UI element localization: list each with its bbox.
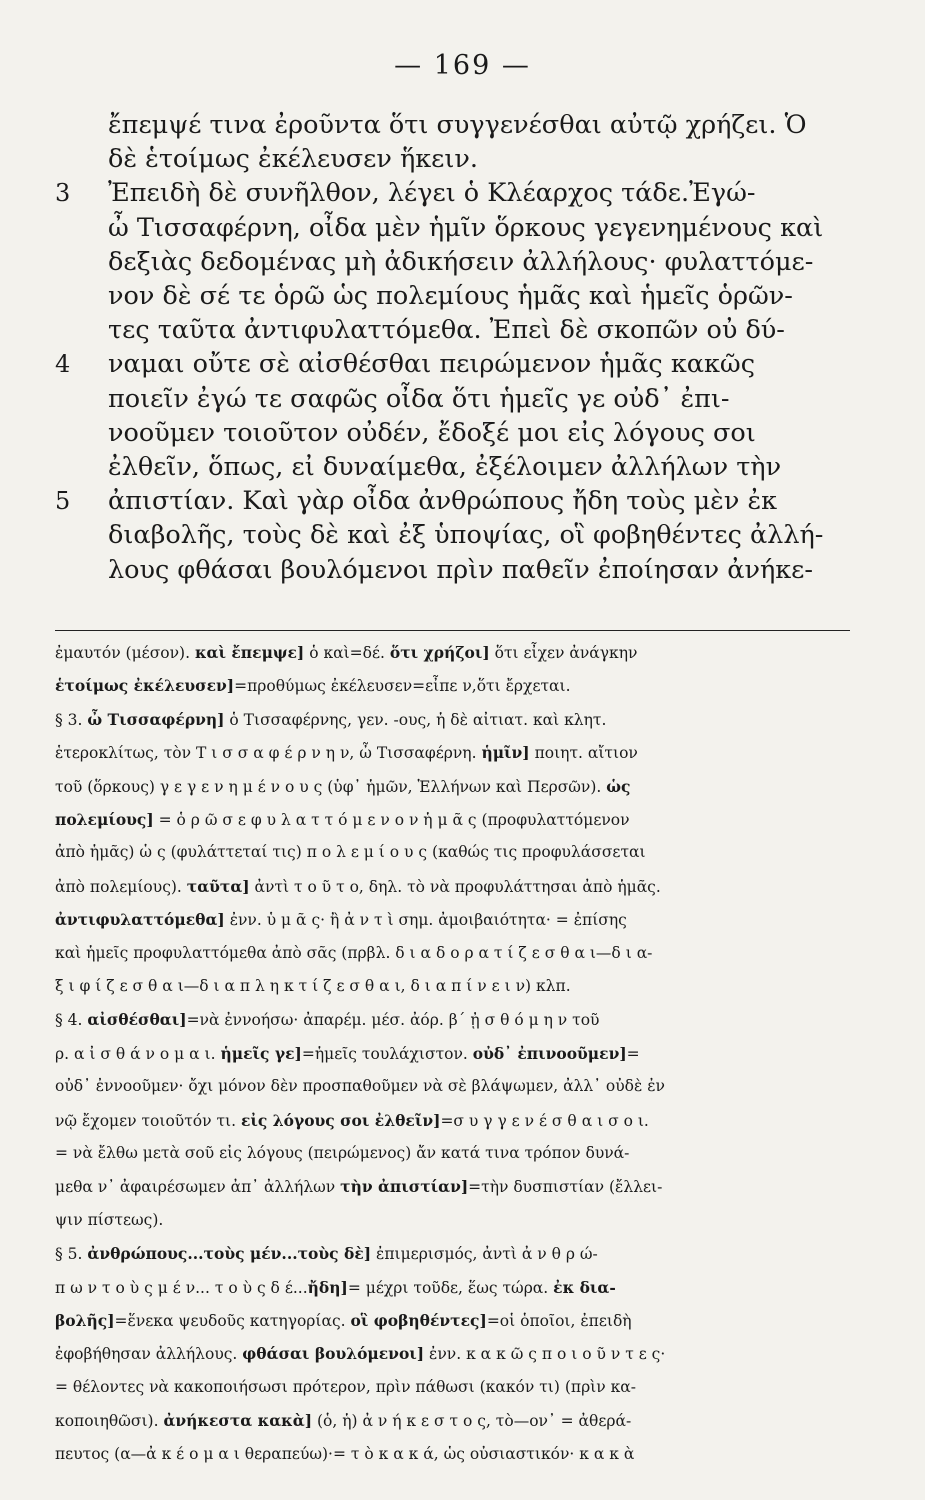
text-line: τες ταῦτα ἀντιφυλαττόμεθα. Ἐπεὶ δὲ σκοπῶν οὐ δύ- bbox=[108, 315, 785, 346]
text-line: λους φθάσαι βουλόμενοι πρὶν παθεῖν ἐποίησαν ἀνήκε- bbox=[108, 554, 813, 585]
note-line: μεθα ν᾽ ἀφαιρέσωμεν ἀπ᾽ ἀλλήλων τὴν ἀπιστίαν]=τὴν δυσπιστίαν (ἔλλει- bbox=[55, 1177, 663, 1197]
note-line: ἑτοίμως ἐκέλευσεν]=προθύμως ἐκέλευσεν=εἶπε ν,ὅτι ἔρχεται. bbox=[55, 676, 571, 696]
page-number: — 169 — bbox=[394, 50, 531, 81]
text-line: ναμαι οὔτε σὲ αἰσθέσθαι πειρώμενον ἡμᾶς κακῶς bbox=[108, 349, 755, 380]
section-number: 5 bbox=[55, 487, 71, 516]
note-line: = θέλοντες νὰ κακοποιήσωσι πρότερον, πρὶν πάθωσι (κακόν τι) (πρὶν κα- bbox=[55, 1377, 637, 1396]
text-line: δὲ ἑτοίμως ἐκέλευσεν ἥκειν. bbox=[108, 144, 478, 175]
note-line: ἀπὸ πολεμίους). ταῦτα] ἀντὶ τ ο ῦ τ ο, δηλ. τὸ νὰ προφυλάττησαι ἀπὸ ἡμᾶς. bbox=[55, 876, 661, 896]
note-line: § 3. ὦ Τισσαφέρνη] ὁ Τισσαφέρνης, γεν. -ους, ἡ δὲ αἰτιατ. καὶ κλητ. bbox=[55, 709, 607, 729]
note-line: πολεμίους] = ὁ ρ ῶ σ ε φ υ λ α τ τ ό μ ε ν ο ν ἡ μ ᾶ ς (προφυλαττόμενον bbox=[55, 810, 630, 829]
text-line: ἐλθεῖν, ὅπως, εἰ δυναίμεθα, ἐξέλοιμεν ἀλλήλων τὴν bbox=[108, 452, 782, 482]
note-line: κοποιηθῶσι). ἀνήκεστα κακὰ] (ὁ, ἡ) ἀ ν ή κ ε σ τ ο ς, τὸ—ον᾽ = ἀθερά- bbox=[55, 1411, 632, 1431]
note-line: βολῆς]=ἕνεκα ψευδοῦς κατηγορίας. οἳ φοβηθέντες]=οἱ ὁποῖοι, ἐπειδὴ bbox=[55, 1311, 632, 1330]
note-line: ἐφοβήθησαν ἀλλήλους. φθάσαι βουλόμενοι] ἐνν. κ α κ ῶ ς π ο ι ο ῦ ν τ ε ς· bbox=[55, 1344, 666, 1364]
note-line: νῷ ἔχομεν τοιοῦτόν τι. εἰς λόγους σοι ἐλθεῖν]=σ υ γ γ ε ν έ σ θ α ι σ ο ι. bbox=[55, 1110, 649, 1130]
section-number: 4 bbox=[55, 350, 71, 379]
text-line: ἀπιστίαν. Καὶ γὰρ οἶδα ἀνθρώπους ἤδη τοὺς μὲν ἐκ bbox=[108, 486, 778, 517]
note-line: ρ. α ἰ σ θ ά ν ο μ α ι. ἡμεῖς γε]=ἡμεῖς τουλάχιστον. οὐδ᾽ ἐπινοοῦμεν]= bbox=[55, 1043, 640, 1063]
note-line: ψιν πίστεως). bbox=[55, 1210, 164, 1229]
note-line: τοῦ (ὅρκους) γ ε γ ε ν η μ έ ν ο υ ς (ὑφ᾽ ἡμῶν, Ἑλλήνων καὶ Περσῶν). ὡς bbox=[55, 776, 631, 796]
note-line: § 5. ἀνθρώπους...τοὺς μέν...τοὺς δὲ] ἐπιμερισμός, ἀντὶ ἀ ν θ ρ ώ- bbox=[55, 1244, 598, 1264]
text-line: διαβολῆς, τοὺς δὲ καὶ ἐξ ὑποψίας, οἳ φοβηθέντες ἀλλή- bbox=[108, 520, 824, 551]
text-line: νοοῦμεν τοιοῦτον οὐδέν, ἔδοξέ μοι εἰς λόγους σοι bbox=[108, 417, 756, 448]
note-line: ἀπὸ ἡμᾶς) ὡ ς (φυλάττεταί τις) π ο λ ε μ ί ο υ ς (καθώς τις προφυλάσσεται bbox=[55, 843, 646, 862]
note-line: ἑτεροκλίτως, τὸν Τ ι σ σ α φ έ ρ ν η ν, ὦ Τισσαφέρνη. ἡμῖν] ποιητ. αἴτιον bbox=[55, 743, 638, 763]
text-line: νον δὲ σέ τε ὁρῶ ὡς πολεμίους ἡμᾶς καὶ ἡμεῖς ὁρῶν- bbox=[108, 281, 793, 311]
text-line: ὦ Τισσαφέρνη, οἶδα μὲν ἡμῖν ὅρκους γεγενημένους καὶ bbox=[108, 212, 824, 243]
note-line: ἐμαυτόν (μέσον). καὶ ἔπεμψε] ὁ καὶ=δέ. ὅτι χρήζοι] ὅτι εἶχεν ἀνάγκην bbox=[55, 643, 638, 662]
section-number: 3 bbox=[55, 179, 71, 208]
note-line: καὶ ἡμεῖς προφυλαττόμεθα ἀπὸ σᾶς (πρβλ. δ ι α δ ο ρ α τ ί ζ ε σ θ α ι—δ ι α- bbox=[55, 943, 653, 962]
note-line: π ω ν τ ο ὺ ς μ έ ν... τ ο ὺ ς δ έ...ἤδη]= μέχρι τοῦδε, ἕως τώρα. ἐκ δια- bbox=[55, 1277, 616, 1297]
note-line: οὐδ᾽ ἐννοοῦμεν· ὄχι μόνον δὲν προσπαθοῦμεν νὰ σὲ βλάψωμεν, ἀλλ᾽ οὐδὲ ἐν bbox=[55, 1077, 665, 1096]
note-line: = νὰ ἔλθω μετὰ σοῦ εἰς λόγους (πειρώμενος) ἄν κατά τινα τρόπον δυνά- bbox=[55, 1144, 630, 1162]
note-line: ἀντιφυλαττόμεθα] ἐνν. ὑ μ ᾶ ς· ἢ ἀ ν τ ὶ σημ. ἀμοιβαιότητα· = ἐπίσης bbox=[55, 910, 627, 930]
text-line: δεξιὰς δεδομένας μὴ ἀδικήσειν ἀλλήλους· φυλαττόμε- bbox=[108, 246, 814, 277]
footnote-divider bbox=[55, 630, 850, 631]
note-line: ξ ι φ ί ζ ε σ θ α ι—δ ι α π λ η κ τ ί ζ ε σ θ α ι, δ ι α π ί ν ε ι ν) κλπ. bbox=[55, 977, 571, 995]
text-line: ποιεῖν ἐγώ τε σαφῶς οἶδα ὅτι ἡμεῖς γε οὐδ᾽ ἐπι- bbox=[108, 383, 730, 414]
text-line: Ἐπειδὴ δὲ συνῆλθον, λέγει ὁ Κλέαρχος τάδε.Ἐγώ- bbox=[108, 178, 756, 209]
text-line: ἔπεμψέ τινα ἐροῦντα ὅτι συγγενέσθαι αὐτῷ χρήζει. Ὁ bbox=[108, 110, 807, 140]
note-line: § 4. αἰσθέσθαι]=νὰ ἐννοήσω· ἀπαρέμ. μέσ. ἀόρ. β´ ᾐ σ θ ό μ η ν τοῦ bbox=[55, 1010, 600, 1030]
note-line: πευτος (α—ἀ κ έ ο μ α ι θεραπεύω)·= τ ὸ κ α κ ά, ὡς οὐσιαστικόν· κ α κ ὰ bbox=[55, 1444, 635, 1463]
